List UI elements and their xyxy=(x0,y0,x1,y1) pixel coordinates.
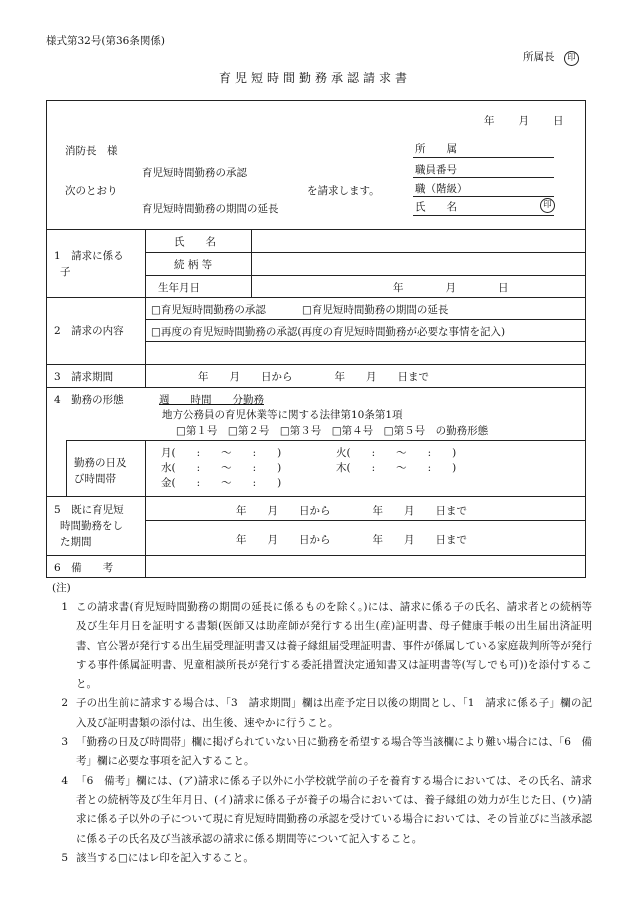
schedule-wednesday: 水( : ～ : ) xyxy=(161,462,282,474)
list-item xyxy=(52,849,592,868)
approver-label: 所属長 xyxy=(523,51,555,63)
addressee: 消防長 様 xyxy=(65,145,118,157)
approver-box xyxy=(523,49,579,66)
approver-seal-icon: 印 xyxy=(564,51,579,66)
schedule-label: 勤務の日及 xyxy=(74,457,127,469)
list-item xyxy=(52,733,592,772)
field-employee-number: 職員番号 xyxy=(415,164,457,176)
section2-label: 2 請求の内容 xyxy=(54,325,124,337)
applicant-seal-icon: 印 xyxy=(540,198,555,213)
law-reference: 地方公務員の育児休業等に関する法律第10条第1項 xyxy=(162,409,403,421)
check-approval[interactable]: □育児短時間勤務の承認 xyxy=(151,304,266,316)
prior-period-1: 年 月 日から 年 月 日まで xyxy=(236,505,467,517)
notes-heading: (注) xyxy=(52,582,71,594)
request-text: を請求します。 xyxy=(307,185,380,197)
note-text: この請求書(育児短時間勤務の期間の延長に係るものを除く。)には、請求に係る子の氏名、請求者との続柄等及び生年月日を証明する書類(医師又は助産師が発行する出生(産)証明書、母子健康手帳の出生届出済証明書、官公署が発行する出生届受理証明書又は養子縁組届受理証明書、事件が係属している家庭裁判所等が発行する事件係属証明書、児童相談所長が発行する委託措置決定通知書又は証明書等(写しでも可))を添付すること。 xyxy=(76,601,592,691)
note-number: 1 xyxy=(61,601,68,613)
field-name-line[interactable] xyxy=(413,215,554,216)
notes-list xyxy=(52,598,592,868)
weekly-hours: 週 時間 分勤務 xyxy=(159,394,264,406)
work-type-options[interactable]: □第１号 □第２号 □第３号 □第４号 □第５号 の勤務形態 xyxy=(176,425,489,437)
child-birth-label: 生年月日 xyxy=(158,282,200,294)
field-rank-line[interactable] xyxy=(413,196,554,197)
section6-label: 6 備 考 xyxy=(54,562,114,574)
schedule-thursday: 木( : ～ : ) xyxy=(336,462,457,474)
divider xyxy=(145,252,586,253)
child-name-label: 氏 名 xyxy=(174,236,216,248)
divider xyxy=(46,555,586,556)
lead-text: 次のとおり xyxy=(65,185,118,197)
divider xyxy=(46,297,586,298)
section4-label: 4 勤務の形態 xyxy=(54,394,124,406)
child-birth-value: 年 月 日 xyxy=(393,282,509,294)
divider xyxy=(46,364,586,365)
divider xyxy=(46,387,586,388)
request-date: 年 月 日 xyxy=(484,115,565,127)
section5-label: 5 既に育児短 xyxy=(54,504,124,516)
note-number: 2 xyxy=(61,697,68,710)
section1-label: 1 請求に係る xyxy=(54,250,124,262)
option-approval: 育児短時間勤務の承認 xyxy=(142,167,247,179)
schedule-label-cont: び時間帯 xyxy=(74,473,116,485)
section5-label-cont: 時間勤務をし xyxy=(60,520,123,532)
field-department-line[interactable] xyxy=(413,157,554,158)
check-reapproval[interactable]: □再度の育児短時間勤務の承認(再度の育児短時間勤務が必要な事情を記入) xyxy=(151,326,506,338)
note-text: 「勤務の日及び時間帯」欄に掲げられていない日に勤務を希望する場合等当該欄により難い場合には、「6 備考」欄に必要な事項を記入すること。 xyxy=(76,736,592,768)
field-department: 所 属 xyxy=(415,143,457,155)
divider xyxy=(66,440,67,496)
list-item xyxy=(52,772,592,849)
note-number: 3 xyxy=(61,736,68,749)
form-number: 様式第32号(第36条関係) xyxy=(46,35,165,47)
schedule-tuesday: 火( : ～ : ) xyxy=(336,447,457,459)
note-text: 該当する□にはレ印を記入すること。 xyxy=(76,851,254,864)
divider xyxy=(145,440,146,578)
field-employee-number-line[interactable] xyxy=(413,177,554,178)
note-text: 子の出生前に請求する場合は、「3 請求期間」欄は出産予定日以後の期間とし、「1 請求に係る子」欄の記入及び証明書類の添付は、出生後、速やかに行うこと。 xyxy=(76,697,592,729)
note-number: 4 xyxy=(61,774,68,787)
section3-label: 3 請求期間 xyxy=(54,371,114,383)
schedule-monday: 月( : ～ : ) xyxy=(161,447,282,459)
divider xyxy=(145,275,586,276)
note-number: 5 xyxy=(61,851,68,864)
check-extension[interactable]: □育児短時間勤務の期間の延長 xyxy=(302,304,449,316)
list-item xyxy=(52,694,592,733)
page-title: 育児短時間勤務承認請求書 xyxy=(218,71,411,85)
divider xyxy=(251,229,252,297)
option-extension: 育児短時間勤務の期間の延長 xyxy=(142,203,279,215)
section1-label-cont: 子 xyxy=(60,266,71,278)
divider xyxy=(145,229,146,387)
divider xyxy=(66,440,586,441)
list-item xyxy=(52,598,592,694)
field-name: 氏 名 xyxy=(415,201,457,213)
child-relation-label: 続 柄 等 xyxy=(174,259,213,271)
section5-label-end: た期間 xyxy=(60,536,92,548)
prior-period-2: 年 月 日から 年 月 日まで xyxy=(236,534,467,546)
note-text: 「6 備考」欄には、(ア)請求に係る子以外に小学校就学前の子を養育する場合においては、その氏名、請求者との続柄等及び生年月日、(イ)請求に係る子が養子の場合においては、養子縁組の効力が生じた日、(ウ)請求に係る子以外の子について現に育児短時間勤務の承認を受けている場合においては、その旨並びに当該承認に係る子の氏名及び当該承認の請求に係る期間等について記入すること。 xyxy=(76,774,592,845)
field-rank: 職（階級） xyxy=(415,183,468,195)
divider xyxy=(46,229,586,230)
divider xyxy=(46,496,586,497)
schedule-friday: 金( : ～ : ) xyxy=(161,477,282,489)
request-period: 年 月 日から 年 月 日まで xyxy=(198,371,429,383)
divider xyxy=(145,341,586,342)
divider xyxy=(145,520,586,521)
divider xyxy=(145,319,586,320)
